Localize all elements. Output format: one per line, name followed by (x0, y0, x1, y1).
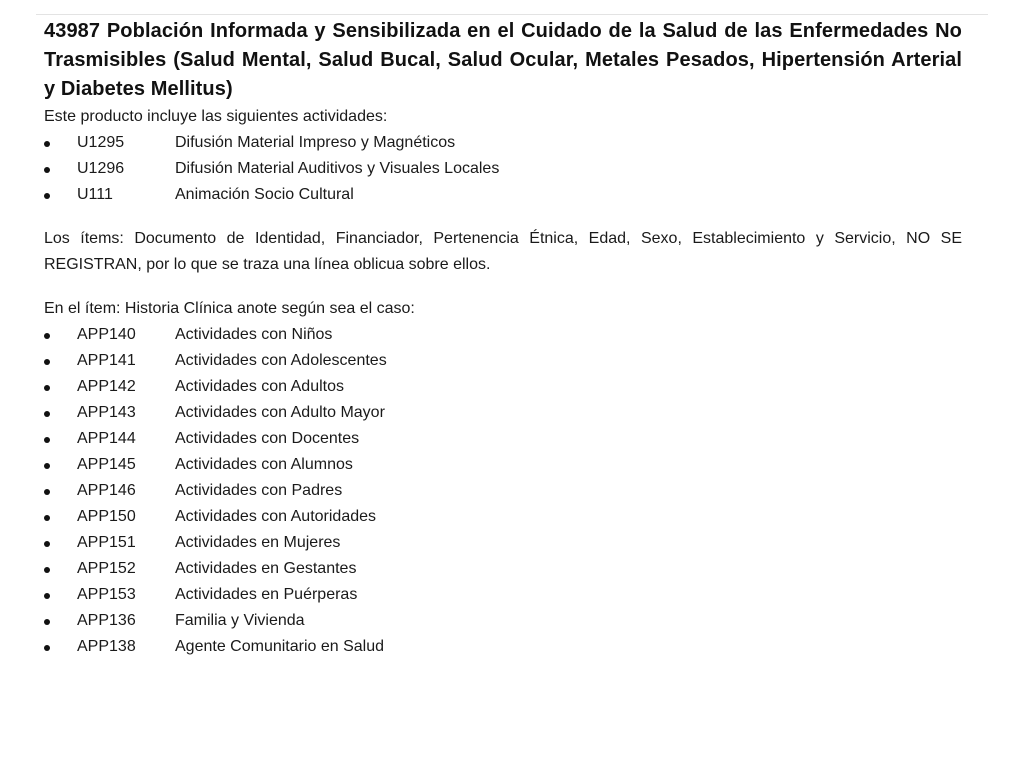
item-code: U1295 (77, 134, 125, 151)
bullet-icon (44, 567, 50, 573)
list-item (44, 374, 962, 400)
activities-intro: Este producto incluye las siguientes actividades: (44, 108, 388, 125)
item-label: Agente Comunitario en Salud (175, 638, 385, 655)
item-code: APP140 (77, 326, 136, 343)
item-code: APP151 (77, 534, 136, 551)
item-code: APP153 (77, 586, 136, 603)
spacer (44, 278, 962, 296)
item-label: Difusión Material Impreso y Magnéticos (175, 134, 456, 151)
item-label: Animación Socio Cultural (175, 186, 354, 203)
item-label: Actividades en Puérperas (175, 586, 358, 603)
bullet-icon (44, 193, 50, 199)
item-label: Actividades con Padres (175, 482, 343, 499)
list-item (44, 130, 962, 156)
document-title: 43987 Población Informada y Sensibilizada en el Cuidado de la Salud de las Enfermedades No Trasmisibles (Salud Mental, Salud Bucal, Salud Ocular, Metales Pesados, Hipertensión Arterial y Diabetes Mellitus) (44, 20, 962, 100)
item-code: APP152 (77, 560, 136, 577)
bullet-icon (44, 411, 50, 417)
list-item (44, 556, 962, 582)
list-item (44, 504, 962, 530)
item-code: APP150 (77, 508, 136, 525)
bullet-icon (44, 645, 50, 651)
bullet-icon (44, 541, 50, 547)
history-intro: En el ítem: Historia Clínica anote según sea el caso: (44, 300, 415, 317)
item-code: APP136 (77, 612, 136, 629)
bullet-icon (44, 141, 50, 147)
item-code: APP142 (77, 378, 136, 395)
item-label: Difusión Material Auditivos y Visuales Locales (175, 160, 500, 177)
item-label: Familia y Vivienda (175, 612, 305, 629)
bullet-icon (44, 489, 50, 495)
document-content (44, 17, 962, 660)
item-code: APP145 (77, 456, 136, 473)
list-item (44, 182, 962, 208)
item-code: APP146 (77, 482, 136, 499)
item-label: Actividades con Adulto Mayor (175, 404, 385, 421)
spacer (44, 208, 962, 226)
bullet-icon (44, 619, 50, 625)
list-item (44, 400, 962, 426)
unregistered-items-note: Los ítems: Documento de Identidad, Financiador, Pertenencia Étnica, Edad, Sexo, Establecimiento y Servicio, NO SE REGISTRAN, por lo que se traza una línea oblicua sobre ellos. (44, 230, 962, 273)
list-item (44, 156, 962, 182)
item-label: Actividades con Niños (175, 326, 333, 343)
list-item (44, 348, 962, 374)
item-label: Actividades en Mujeres (175, 534, 341, 551)
list-item (44, 582, 962, 608)
item-code: APP143 (77, 404, 136, 421)
list-item (44, 452, 962, 478)
bullet-icon (44, 333, 50, 339)
item-code: APP144 (77, 430, 136, 447)
item-label: Actividades en Gestantes (175, 560, 357, 577)
item-label: Actividades con Docentes (175, 430, 360, 447)
item-label: Actividades con Alumnos (175, 456, 353, 473)
top-divider (36, 14, 988, 15)
item-code: APP141 (77, 352, 136, 369)
bullet-icon (44, 359, 50, 365)
bullet-icon (44, 437, 50, 443)
list-item (44, 478, 962, 504)
item-code: U1296 (77, 160, 125, 177)
bullet-icon (44, 515, 50, 521)
item-code: APP138 (77, 638, 136, 655)
item-label: Actividades con Autoridades (175, 508, 377, 525)
activities-list (44, 130, 962, 208)
item-code: U111 (77, 186, 113, 203)
list-item (44, 426, 962, 452)
history-codes-list (44, 322, 962, 660)
list-item (44, 608, 962, 634)
item-label: Actividades con Adolescentes (175, 352, 387, 369)
list-item (44, 530, 962, 556)
list-item (44, 322, 962, 348)
bullet-icon (44, 167, 50, 173)
item-label: Actividades con Adultos (175, 378, 344, 395)
bullet-icon (44, 463, 50, 469)
list-item (44, 634, 962, 660)
bullet-icon (44, 593, 50, 599)
bullet-icon (44, 385, 50, 391)
